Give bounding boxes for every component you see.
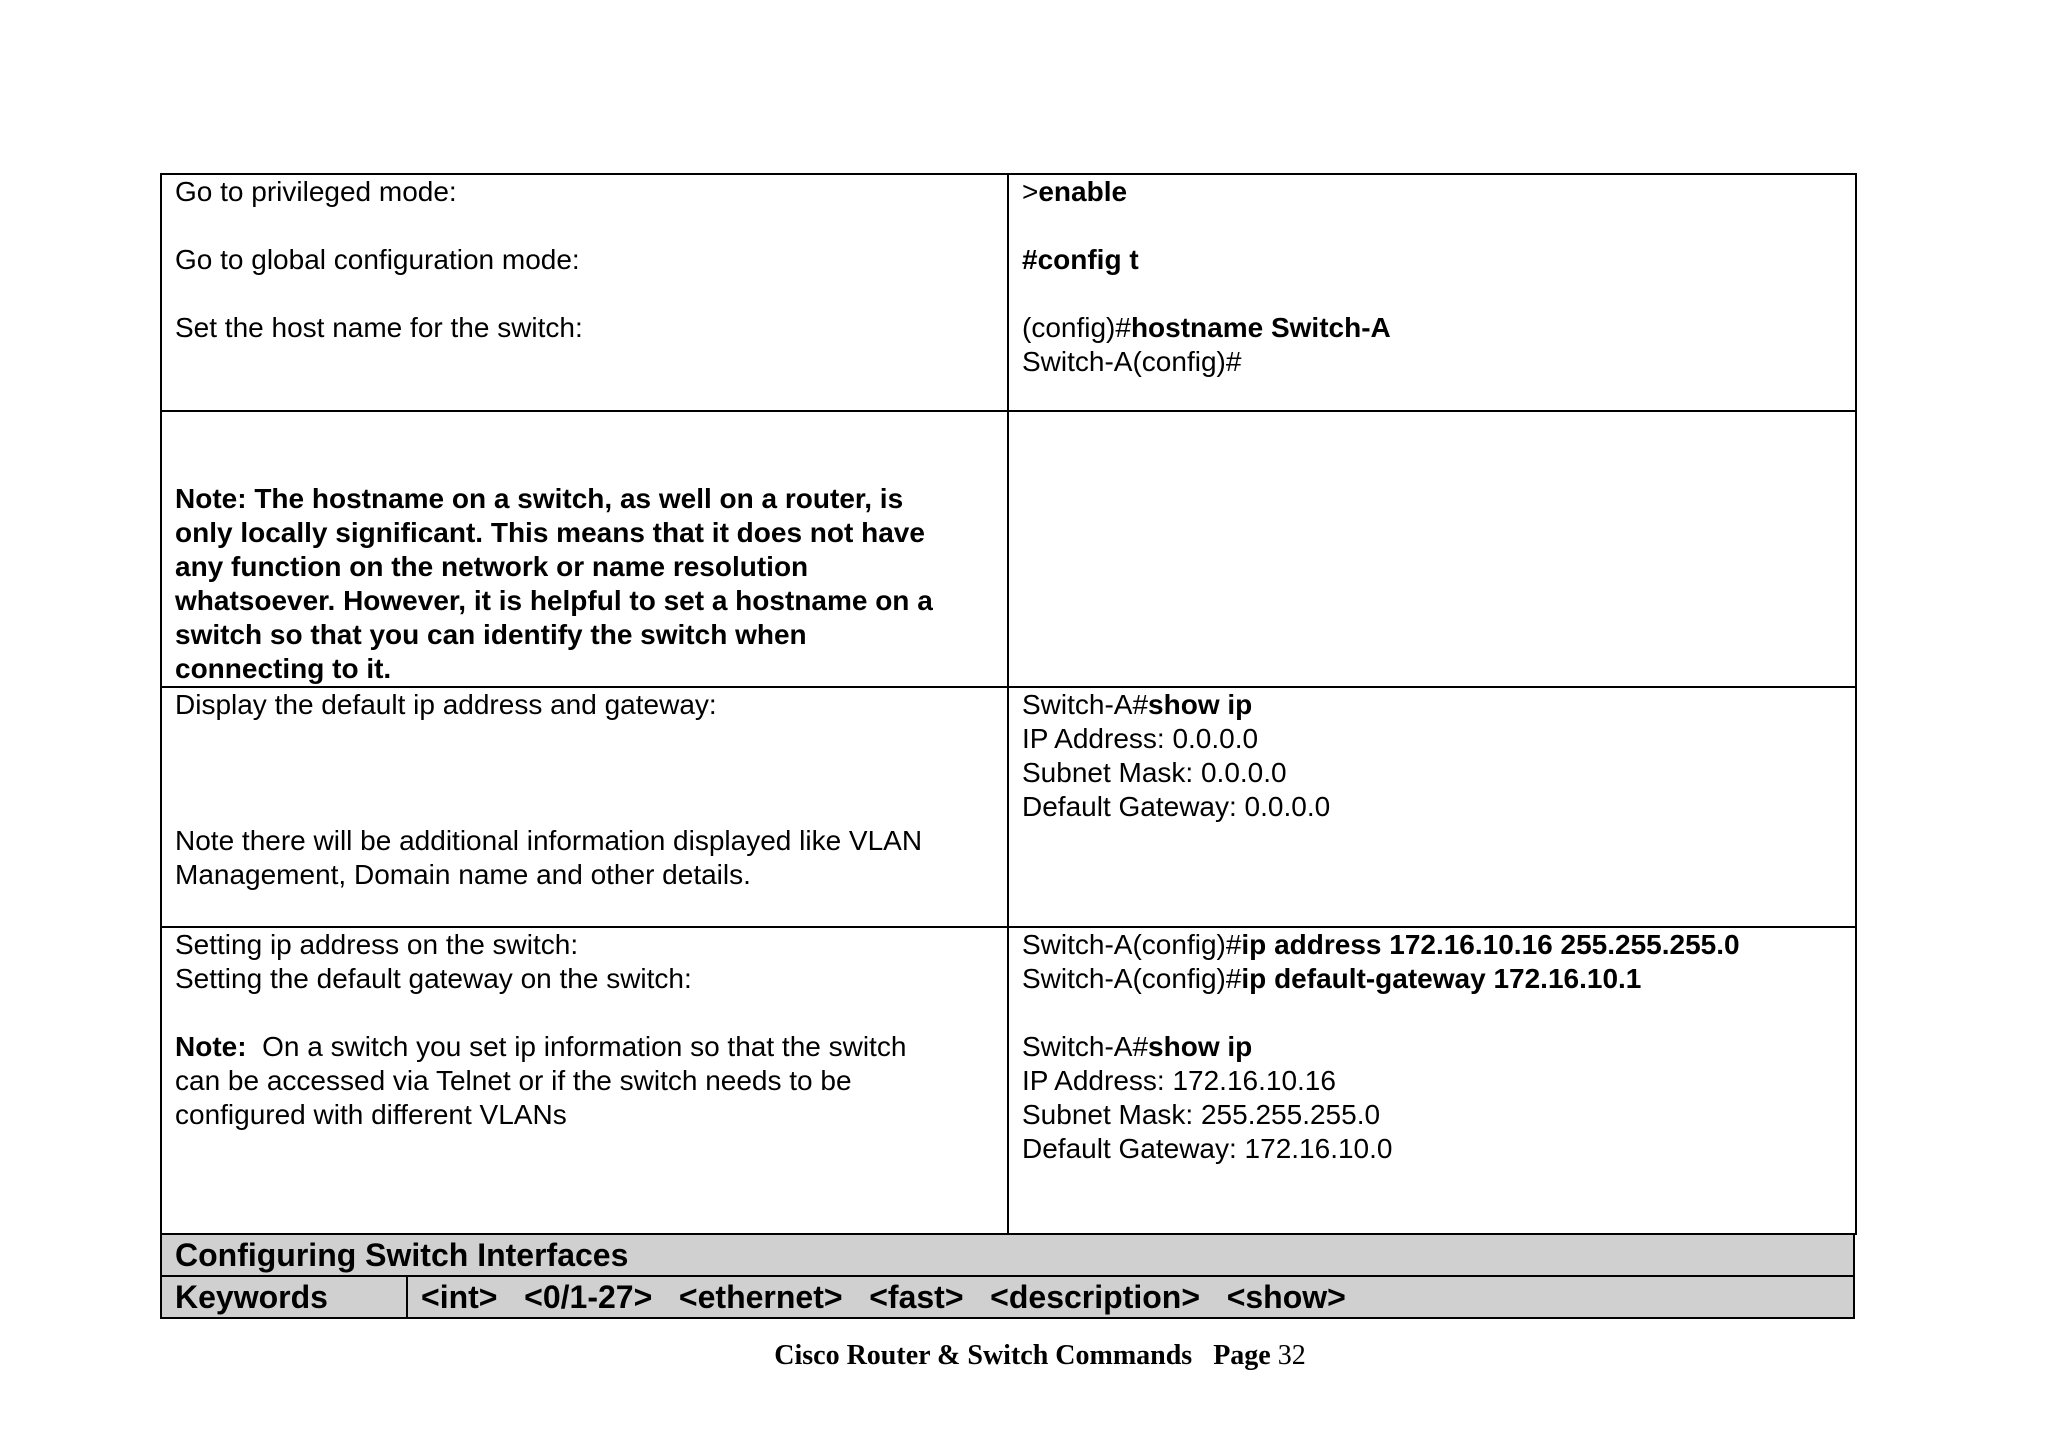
table-row-show-default [161, 687, 1856, 927]
note-line [175, 1030, 994, 1064]
command-text: ip address 172.16.10.16 255.255.255.0 [1241, 929, 1740, 960]
note-line: only locally significant. This means that it does not have [175, 517, 925, 548]
command-text: #config t [1022, 244, 1139, 275]
footer-page-label: Page [1213, 1340, 1271, 1371]
output-text: Subnet Mask: 0.0.0.0 [1022, 757, 1287, 788]
page-footer [0, 1340, 2048, 1372]
command-line [1022, 175, 1842, 209]
command-text: ip default-gateway 172.16.10.1 [1241, 963, 1642, 994]
section-title-row [161, 1234, 1854, 1276]
description-cell [161, 687, 1008, 927]
command-table [160, 173, 1857, 1235]
prompt-text: Switch-A(config)# [1022, 963, 1242, 994]
note-line: switch so that you can identify the switch when [175, 619, 807, 650]
table-row-hostname [161, 174, 1856, 411]
command-cell [1008, 927, 1856, 1234]
footer-title: Cisco Router & Switch Commands [774, 1340, 1193, 1371]
table-row-note [161, 411, 1856, 687]
output-text: Switch-A(config)# [1022, 346, 1242, 377]
note-line: Management, Domain name and other details. [175, 859, 751, 890]
note-block [175, 412, 994, 686]
note-cell [161, 411, 1008, 687]
command-line [1022, 928, 1842, 962]
command-text: show ip [1148, 1031, 1253, 1062]
section-header-table [160, 1233, 1855, 1319]
keywords-row [161, 1276, 1854, 1318]
note-line: Note there will be additional information displayed like VLAN [175, 825, 923, 856]
note-line: can be accessed via Telnet or if the switch needs to be [175, 1065, 852, 1096]
step-text: Display the default ip address and gateway: [175, 689, 717, 720]
output-text: IP Address: 0.0.0.0 [1022, 723, 1259, 754]
note-text: On a switch you set ip information so that the switch [246, 1031, 907, 1062]
note-line: connecting to it. [175, 653, 392, 684]
note-line: any function on the network or name resolution [175, 551, 809, 582]
step-text: Setting ip address on the switch: [175, 929, 579, 960]
footer-page-number: 32 [1277, 1340, 1306, 1371]
step-text: Go to privileged mode: [175, 176, 457, 207]
section-title: Configuring Switch Interfaces [161, 1234, 1854, 1276]
keywords-list: <int> <0/1-27> <ethernet> <fast> <description> <show> [407, 1276, 1854, 1318]
note-line: Note: The hostname on a switch, as well on a router, is [175, 483, 904, 514]
table-row-set-ip [161, 927, 1856, 1234]
note-label: Note: [175, 1031, 247, 1062]
output-text: Default Gateway: 172.16.10.0 [1022, 1133, 1393, 1164]
command-cell [1008, 174, 1856, 411]
command-text: enable [1038, 176, 1128, 207]
empty-cell [1008, 411, 1856, 687]
step-text: Set the host name for the switch: [175, 312, 583, 343]
step-text: Setting the default gateway on the switch: [175, 963, 692, 994]
command-line [1022, 962, 1842, 996]
output-text: Default Gateway: 0.0.0.0 [1022, 791, 1331, 822]
description-cell [161, 927, 1008, 1234]
prompt-text: Switch-A(config)# [1022, 929, 1242, 960]
step-text: Go to global configuration mode: [175, 244, 580, 275]
command-line [1022, 1030, 1842, 1064]
prompt-text: > [1022, 176, 1039, 207]
note-line: whatsoever. However, it is helpful to set a hostname on a [175, 585, 933, 616]
keywords-label: Keywords [161, 1276, 407, 1318]
prompt-text: (config)# [1022, 312, 1131, 343]
command-text: hostname Switch-A [1130, 312, 1391, 343]
prompt-text: Switch-A# [1022, 689, 1149, 720]
command-line [1022, 688, 1842, 722]
description-cell [161, 174, 1008, 411]
command-line [1022, 311, 1842, 345]
command-cell [1008, 687, 1856, 927]
output-text: IP Address: 172.16.10.16 [1022, 1065, 1336, 1096]
prompt-text: Switch-A# [1022, 1031, 1149, 1062]
output-text: Subnet Mask: 255.255.255.0 [1022, 1099, 1381, 1130]
note-line: configured with different VLANs [175, 1099, 567, 1130]
command-text: show ip [1148, 689, 1253, 720]
